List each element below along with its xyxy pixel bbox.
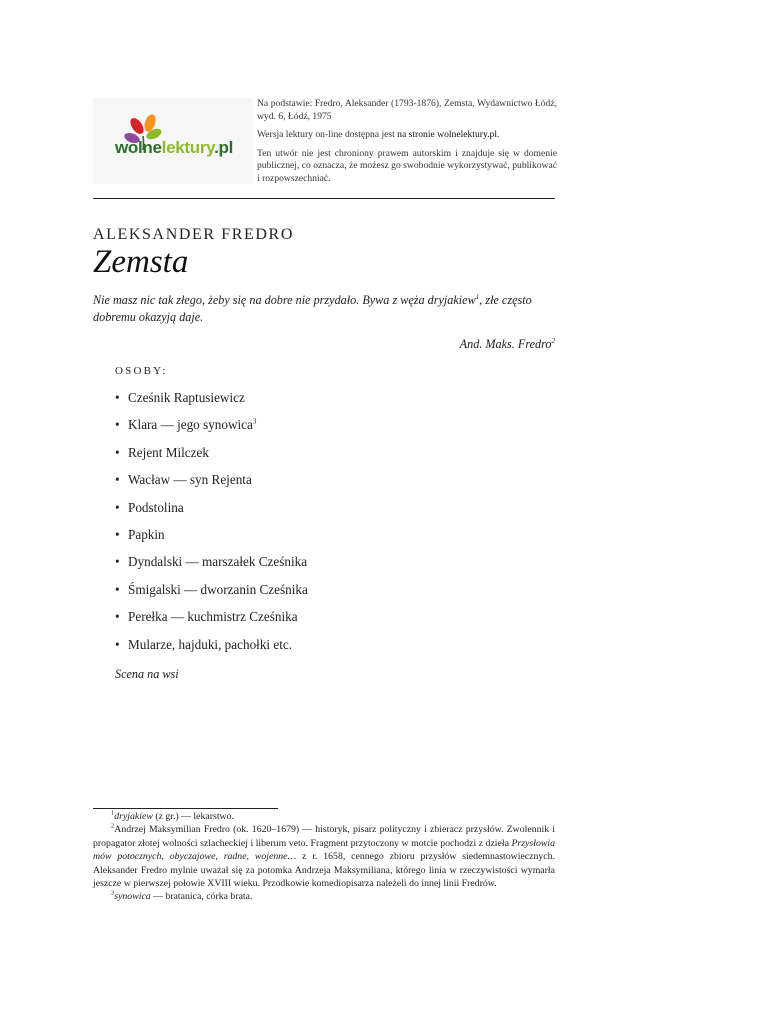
footnote-2: $^2$Andrzej Maksymilian Fredro (ok. 1620–1679) — historyk, pisarz polityczny i zbieracz przysłów. Zwolennik i propagator złotej wolności szlacheckiej i liberum veto. Fragment przytoczony w motcie pochodzi z dzieła Przysłowia mów potocznych, obyczajowe, radne, wojenne… z r. 1658, cennego zbioru przysłów siedemnastowiecznych. Aleksander Fredro mylnie uważał się za potomka Andrzeja Maksymiliana, którego linia w rzeczywistości wymarła jeszcze w pierwszej połowie XVIII wieku. Przodkowie komediopisarza należeli do innej linii Fredrów. bbox=[93, 823, 555, 890]
license-note: Ten utwór nie jest chroniony prawem autorskim i znajduje się w domenie publicznej, co oznacza, że możesz go swobodnie wykorzystywać, publikować i rozpowszechniać. bbox=[257, 147, 557, 184]
cast-heading: OSOBY: bbox=[115, 365, 168, 377]
scene-setting: Scena na wsi bbox=[115, 667, 179, 681]
list-item: • Mularze, hajduki, pachołki etc. bbox=[115, 636, 293, 652]
header bbox=[93, 98, 555, 184]
list-item: • Perełka — kuchmistrz Cześnika bbox=[115, 609, 298, 625]
footnote-1: $^1$dryjakiew (z gr.) — lekarstwo. bbox=[111, 809, 234, 822]
wolnelektury-logo[interactable] bbox=[93, 98, 253, 184]
list-item: • Cześnik Raptusiewicz bbox=[115, 390, 245, 405]
list-item: • Podstolina bbox=[115, 499, 184, 515]
author-name: ALEKSANDER FREDRO bbox=[93, 226, 294, 243]
logo-wordmark: wolnelektury.pl bbox=[115, 138, 233, 157]
work-title: Zemsta bbox=[93, 244, 189, 280]
header-divider bbox=[93, 198, 555, 199]
footnotes bbox=[93, 810, 555, 904]
list-item: • Papkin bbox=[115, 526, 165, 542]
list-item: • Śmigalski — dworzanin Cześnika bbox=[115, 581, 308, 597]
list-item: • Wacław — syn Rejenta bbox=[115, 472, 252, 488]
motto: Nie masz nic tak złego, żeby się na dobre nie przydało. Bywa z węża dryjakiew$^1$, złe często dobremu okazyją daje. bbox=[93, 292, 532, 324]
list-item: • Rejent Milczek bbox=[115, 444, 209, 460]
source-info bbox=[257, 98, 557, 192]
motto-signature: And. Maks. Fredro$^2$ bbox=[459, 336, 555, 351]
footnote-divider bbox=[93, 808, 278, 809]
source-line: Na podstawie: Fredro, Aleksander (1793-1876), Zemsta, Wydawnictwo Łódź, wyd. 6, Łódź, 1975 bbox=[257, 98, 557, 122]
cast-list bbox=[115, 390, 308, 664]
footnote-ref-2[interactable]: 2 bbox=[551, 336, 555, 345]
footnote-ref-3[interactable]: 3 bbox=[252, 418, 257, 426]
list-item: • Klara — jego synowica$^3$ bbox=[115, 417, 257, 433]
footnote-ref-1[interactable]: 1 bbox=[475, 292, 480, 301]
list-item: • Dyndalski — marszałek Cześnika bbox=[115, 554, 308, 570]
footnote-3: $^3$synowica — bratanica, córka brata. bbox=[111, 890, 253, 903]
wolnelektury-link[interactable]: na stronie wolnelektury.pl bbox=[397, 129, 497, 141]
online-version-line: Wersja lektury on-line dostępna jest na stronie wolnelektury.pl. bbox=[257, 129, 500, 141]
